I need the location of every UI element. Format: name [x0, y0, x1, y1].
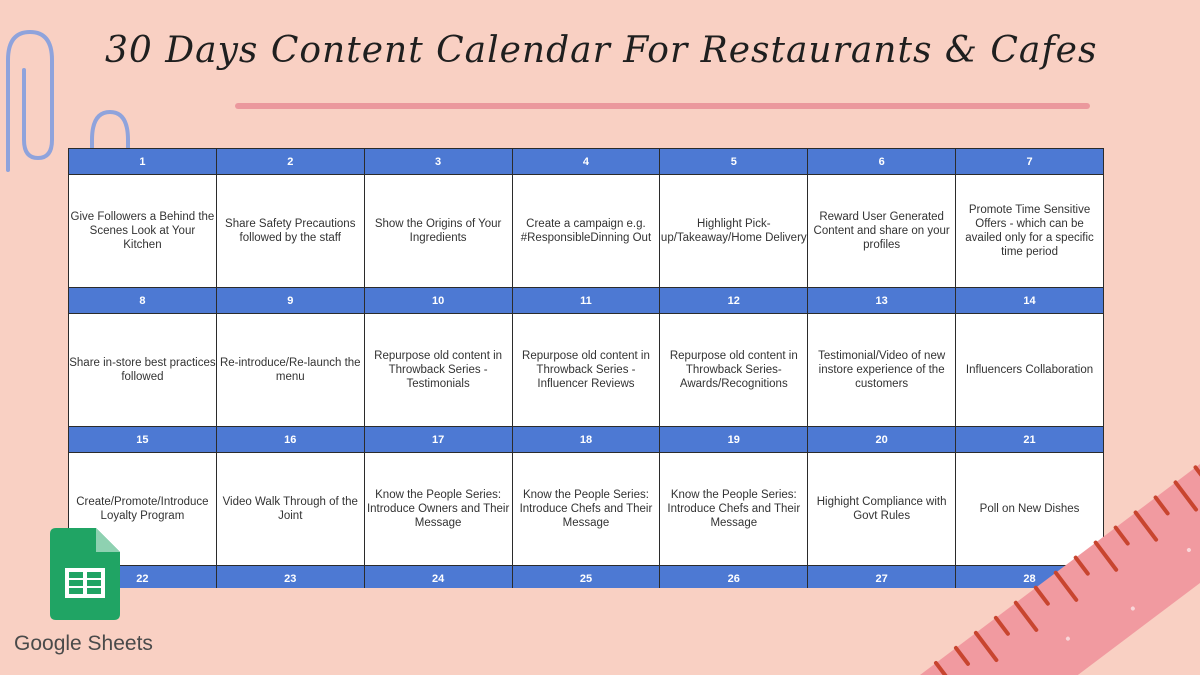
day-task-cell[interactable]: Repurpose old content in Throwback Series - Influencer Reviews	[512, 314, 660, 427]
day-task-cell[interactable]: Give Followers a Behind the Scenes Look at Your Kitchen	[69, 175, 217, 288]
day-number: 16	[216, 427, 364, 453]
day-number: 12	[660, 288, 808, 314]
day-number: 20	[808, 427, 956, 453]
day-number: 24	[364, 566, 512, 589]
week-1-tasks	[69, 175, 1104, 288]
ruler-icon	[880, 420, 1200, 675]
day-number: 28	[956, 566, 1104, 589]
day-number: 4	[512, 149, 660, 175]
day-task-cell[interactable]: Know the People Series: Introduce Chefs and Their Message	[512, 453, 660, 566]
day-number: 27	[808, 566, 956, 589]
day-number: 19	[660, 427, 808, 453]
week-2-tasks	[69, 314, 1104, 427]
week-2-day-numbers	[69, 288, 1104, 314]
google-sheets-label: Google Sheets	[14, 632, 153, 655]
title-underline	[235, 103, 1090, 109]
day-number: 18	[512, 427, 660, 453]
day-task-cell[interactable]: Share in-store best practices followed	[69, 314, 217, 427]
week-1-day-numbers	[69, 149, 1104, 175]
day-number: 3	[364, 149, 512, 175]
day-task-cell[interactable]: Re-introduce/Re-launch the menu	[216, 314, 364, 427]
day-task-cell[interactable]: Promote Time Sensitive Offers - which can be availed only for a specific time period	[956, 175, 1104, 288]
day-number: 17	[364, 427, 512, 453]
day-number: 26	[660, 566, 808, 589]
day-task-cell[interactable]: Influencers Collaboration	[956, 314, 1104, 427]
day-number: 10	[364, 288, 512, 314]
day-task-cell[interactable]: Poll on New Dishes	[956, 453, 1104, 566]
day-task-cell[interactable]: Create/Promote/Introduce Loyalty Program	[69, 453, 217, 566]
google-sheets-icon	[50, 528, 120, 620]
page-title: 30 Days Content Calendar For Restaurants & Cafes	[105, 30, 1098, 71]
day-number: 15	[69, 427, 217, 453]
day-task-cell[interactable]: Know the People Series: Introduce Owners and Their Message	[364, 453, 512, 566]
day-task-cell[interactable]: Share Safety Precautions followed by the staff	[216, 175, 364, 288]
day-number: 14	[956, 288, 1104, 314]
day-task-cell[interactable]: Testimonial/Video of new instore experience of the customers	[808, 314, 956, 427]
day-task-cell[interactable]: Highlight Pick-up/Takeaway/Home Delivery	[660, 175, 808, 288]
day-number: 9	[216, 288, 364, 314]
day-number: 25	[512, 566, 660, 589]
day-task-cell[interactable]: Create a campaign e.g. #ResponsibleDinning Out	[512, 175, 660, 288]
day-task-cell[interactable]: Video Walk Through of the Joint	[216, 453, 364, 566]
day-number: 1	[69, 149, 217, 175]
day-task-cell[interactable]: Reward User Generated Content and share on your profiles	[808, 175, 956, 288]
day-number: 11	[512, 288, 660, 314]
day-task-cell[interactable]: Know the People Series: Introduce Chefs and Their Message	[660, 453, 808, 566]
day-number: 2	[216, 149, 364, 175]
day-number: 22	[69, 566, 217, 589]
day-number: 6	[808, 149, 956, 175]
day-number: 8	[69, 288, 217, 314]
day-number: 23	[216, 566, 364, 589]
day-number: 21	[956, 427, 1104, 453]
day-number: 13	[808, 288, 956, 314]
day-task-cell[interactable]: Show the Origins of Your Ingredients	[364, 175, 512, 288]
day-number: 7	[956, 149, 1104, 175]
day-number: 5	[660, 149, 808, 175]
day-task-cell[interactable]: Highight Compliance with Govt Rules	[808, 453, 956, 566]
day-task-cell[interactable]: Repurpose old content in Throwback Series - Testimonials	[364, 314, 512, 427]
day-task-cell[interactable]: Repurpose old content in Throwback Series- Awards/Recognitions	[660, 314, 808, 427]
